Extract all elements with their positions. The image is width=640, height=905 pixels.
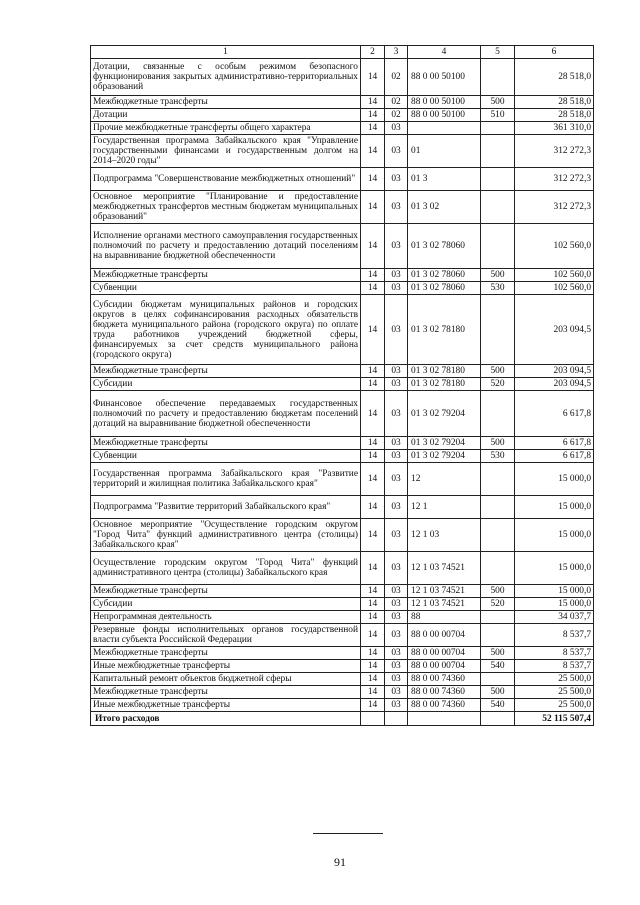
- row-name: Субвенции: [91, 282, 361, 295]
- total-empty-cell: [481, 712, 515, 726]
- row-subsection: 03: [385, 463, 408, 496]
- table-row: [91, 269, 594, 282]
- row-amount: 34 037,7: [515, 611, 594, 624]
- row-target-code: 01 3 02 78060: [408, 269, 481, 282]
- row-subsection: 03: [385, 168, 408, 191]
- table-row: [91, 611, 594, 624]
- table-row: [91, 450, 594, 463]
- footer-divider: [313, 833, 383, 834]
- row-target-code: 01 3 02: [408, 191, 481, 224]
- header-cell: 2: [361, 46, 385, 59]
- row-section: 14: [361, 647, 385, 660]
- row-name: Иные межбюджетные трансферты: [91, 660, 361, 673]
- table-row: [91, 647, 594, 660]
- row-expense-type: [481, 552, 515, 585]
- row-subsection: 03: [385, 224, 408, 269]
- total-label: Итого расходов: [91, 712, 361, 726]
- table-row: [91, 109, 594, 122]
- row-amount: 102 560,0: [515, 282, 594, 295]
- table-row: [91, 686, 594, 699]
- row-subsection: 02: [385, 59, 408, 96]
- row-section: 14: [361, 295, 385, 365]
- row-target-code: 88 0 00 50100: [408, 59, 481, 96]
- row-subsection: 02: [385, 109, 408, 122]
- row-subsection: 03: [385, 365, 408, 378]
- row-amount: 312 272,3: [515, 191, 594, 224]
- row-section: 14: [361, 673, 385, 686]
- row-target-code: 88 0 00 00704: [408, 660, 481, 673]
- row-amount: 6 617,8: [515, 450, 594, 463]
- table-row: [91, 673, 594, 686]
- row-target-code: 88 0 00 50100: [408, 109, 481, 122]
- row-name: Субсидии бюджетам муниципальных районов и городских округов в целях софинансирования расходных обязательств бюджета муниципального района (городского округа) по оплате труда работников учреждений бюджетной сферы, финансируемых за счет средств муниципального района (городского округа): [91, 295, 361, 365]
- row-section: 14: [361, 135, 385, 168]
- row-name: Иные межбюджетные трансферты: [91, 699, 361, 712]
- row-subsection: 03: [385, 552, 408, 585]
- row-expense-type: 500: [481, 365, 515, 378]
- total-empty-cell: [408, 712, 481, 726]
- row-name: Субсидии: [91, 598, 361, 611]
- table-row: [91, 96, 594, 109]
- row-expense-type: [481, 611, 515, 624]
- row-subsection: 03: [385, 647, 408, 660]
- row-subsection: 02: [385, 96, 408, 109]
- table-row: [91, 135, 594, 168]
- table-row: [91, 552, 594, 585]
- table-row: [91, 437, 594, 450]
- row-target-code: 12 1 03 74521: [408, 585, 481, 598]
- row-name: Межбюджетные трансферты: [91, 365, 361, 378]
- table-body: [91, 46, 594, 726]
- row-amount: 25 500,0: [515, 699, 594, 712]
- row-name: Резервные фонды исполнительных органов государственной власти субъекта Российской Федерации: [91, 624, 361, 647]
- row-section: 14: [361, 624, 385, 647]
- row-name: Межбюджетные трансферты: [91, 686, 361, 699]
- row-subsection: 03: [385, 122, 408, 135]
- row-expense-type: 520: [481, 598, 515, 611]
- row-section: 14: [361, 168, 385, 191]
- row-target-code: 01 3: [408, 168, 481, 191]
- row-subsection: 03: [385, 282, 408, 295]
- row-amount: 15 000,0: [515, 598, 594, 611]
- table-row: [91, 519, 594, 552]
- row-target-code: 12 1 03: [408, 519, 481, 552]
- row-name: Субвенции: [91, 450, 361, 463]
- row-target-code: [408, 122, 481, 135]
- row-expense-type: [481, 122, 515, 135]
- table-row: [91, 224, 594, 269]
- row-section: 14: [361, 496, 385, 519]
- row-expense-type: [481, 496, 515, 519]
- row-section: 14: [361, 59, 385, 96]
- table-row: [91, 191, 594, 224]
- row-section: 14: [361, 269, 385, 282]
- header-cell: 5: [481, 46, 515, 59]
- table-row: [91, 282, 594, 295]
- row-expense-type: [481, 463, 515, 496]
- row-subsection: 03: [385, 624, 408, 647]
- row-expense-type: 530: [481, 282, 515, 295]
- row-amount: 203 094,5: [515, 378, 594, 391]
- row-expense-type: 520: [481, 378, 515, 391]
- row-section: 14: [361, 598, 385, 611]
- row-amount: 312 272,3: [515, 135, 594, 168]
- row-expense-type: 530: [481, 450, 515, 463]
- row-subsection: 03: [385, 585, 408, 598]
- row-expense-type: 540: [481, 699, 515, 712]
- row-section: 14: [361, 463, 385, 496]
- row-name: Государственная программа Забайкальского края "Управление государственными финансами и государственным долгом на 2014–2020 годы": [91, 135, 361, 168]
- row-expense-type: [481, 519, 515, 552]
- row-name: Подпрограмма "Совершенствование межбюджетных отношений": [91, 168, 361, 191]
- row-subsection: 03: [385, 269, 408, 282]
- row-subsection: 03: [385, 496, 408, 519]
- table-row: [91, 699, 594, 712]
- row-section: 14: [361, 96, 385, 109]
- row-amount: 102 560,0: [515, 224, 594, 269]
- row-target-code: 01: [408, 135, 481, 168]
- row-expense-type: [481, 295, 515, 365]
- row-amount: 28 518,0: [515, 59, 594, 96]
- table-row: [91, 585, 594, 598]
- row-name: Межбюджетные трансферты: [91, 647, 361, 660]
- row-name: Государственная программа Забайкальского края "Развитие территорий и жилищная политика Забайкальского края": [91, 463, 361, 496]
- row-target-code: 01 3 02 78180: [408, 365, 481, 378]
- row-target-code: 88 0 00 50100: [408, 96, 481, 109]
- row-amount: 6 617,8: [515, 437, 594, 450]
- row-amount: 203 094,5: [515, 295, 594, 365]
- row-target-code: 01 3 02 78180: [408, 378, 481, 391]
- row-subsection: 03: [385, 437, 408, 450]
- row-subsection: 03: [385, 673, 408, 686]
- row-subsection: 03: [385, 378, 408, 391]
- row-expense-type: [481, 391, 515, 437]
- row-amount: 8 537,7: [515, 660, 594, 673]
- table-row: [91, 391, 594, 437]
- row-name: Основное мероприятие "Осуществление городским округом "Город Чита" функций административного центра (столицы) Забайкальского края": [91, 519, 361, 552]
- row-amount: 28 518,0: [515, 109, 594, 122]
- row-subsection: 03: [385, 686, 408, 699]
- row-target-code: 01 3 02 78060: [408, 282, 481, 295]
- row-expense-type: [481, 224, 515, 269]
- header-cell: 4: [408, 46, 481, 59]
- row-name: Межбюджетные трансферты: [91, 96, 361, 109]
- row-expense-type: [481, 673, 515, 686]
- row-subsection: 03: [385, 295, 408, 365]
- row-target-code: 01 3 02 79204: [408, 391, 481, 437]
- table-row: [91, 660, 594, 673]
- row-section: 14: [361, 519, 385, 552]
- row-section: 14: [361, 660, 385, 673]
- row-name: Подпрограмма "Развитие территорий Забайкальского края": [91, 496, 361, 519]
- total-amount: 52 115 507,4: [515, 712, 594, 726]
- row-name: Осуществление городским округом "Город Чита" функций административного центра (столицы) Забайкальского края: [91, 552, 361, 585]
- row-subsection: 03: [385, 191, 408, 224]
- row-amount: 312 272,3: [515, 168, 594, 191]
- row-section: 14: [361, 378, 385, 391]
- table-row: [91, 122, 594, 135]
- row-target-code: 12 1 03 74521: [408, 598, 481, 611]
- header-cell: 6: [515, 46, 594, 59]
- row-amount: 203 094,5: [515, 365, 594, 378]
- table-row: [91, 463, 594, 496]
- row-target-code: 88 0 00 74360: [408, 699, 481, 712]
- row-expense-type: 500: [481, 686, 515, 699]
- row-amount: 6 617,8: [515, 391, 594, 437]
- row-section: 14: [361, 699, 385, 712]
- table-row: [91, 378, 594, 391]
- row-section: 14: [361, 437, 385, 450]
- row-target-code: 01 3 02 78180: [408, 295, 481, 365]
- table-row: [91, 598, 594, 611]
- row-expense-type: [481, 135, 515, 168]
- table-row: [91, 168, 594, 191]
- row-target-code: 88: [408, 611, 481, 624]
- row-expense-type: 500: [481, 647, 515, 660]
- row-expense-type: [481, 624, 515, 647]
- row-expense-type: 500: [481, 96, 515, 109]
- row-subsection: 03: [385, 450, 408, 463]
- row-target-code: 88 0 00 00704: [408, 624, 481, 647]
- total-row: [91, 712, 594, 726]
- row-section: 14: [361, 686, 385, 699]
- header-cell: 1: [91, 46, 361, 59]
- row-subsection: 03: [385, 598, 408, 611]
- row-name: Капитальный ремонт объектов бюджетной сферы: [91, 673, 361, 686]
- row-expense-type: 500: [481, 585, 515, 598]
- row-target-code: 12 1 03 74521: [408, 552, 481, 585]
- row-expense-type: [481, 191, 515, 224]
- row-section: 14: [361, 611, 385, 624]
- row-amount: 28 518,0: [515, 96, 594, 109]
- row-section: 14: [361, 391, 385, 437]
- row-name: Основное мероприятие "Планирование и предоставление межбюджетных трансфертов местным бюджетам муниципальных образований": [91, 191, 361, 224]
- row-target-code: 12: [408, 463, 481, 496]
- row-amount: 15 000,0: [515, 585, 594, 598]
- row-section: 14: [361, 552, 385, 585]
- row-expense-type: 510: [481, 109, 515, 122]
- row-target-code: 12 1: [408, 496, 481, 519]
- row-amount: 15 000,0: [515, 463, 594, 496]
- row-name: Финансовое обеспечение передаваемых государственных полномочий по расчету и предоставлению бюджетам поселений дотаций на выравнивание бюджетной обеспеченности: [91, 391, 361, 437]
- row-section: 14: [361, 109, 385, 122]
- row-amount: 15 000,0: [515, 519, 594, 552]
- row-name: Исполнение органами местного самоуправления государственных полномочий по расчету и предоставлению дотаций поселениям на выравнивание бюджетной обеспеченности: [91, 224, 361, 269]
- row-section: 14: [361, 224, 385, 269]
- row-target-code: 01 3 02 78060: [408, 224, 481, 269]
- row-section: 14: [361, 122, 385, 135]
- row-name: Межбюджетные трансферты: [91, 269, 361, 282]
- row-amount: 25 500,0: [515, 686, 594, 699]
- row-expense-type: [481, 168, 515, 191]
- header-cell: 3: [385, 46, 408, 59]
- row-expense-type: 540: [481, 660, 515, 673]
- row-amount: 15 000,0: [515, 552, 594, 585]
- table-row: [91, 496, 594, 519]
- row-amount: 8 537,7: [515, 624, 594, 647]
- row-expense-type: [481, 59, 515, 96]
- row-name: Межбюджетные трансферты: [91, 437, 361, 450]
- row-name: Прочие межбюджетные трансферты общего характера: [91, 122, 361, 135]
- row-amount: 361 310,0: [515, 122, 594, 135]
- table-row: [91, 365, 594, 378]
- row-section: 14: [361, 282, 385, 295]
- row-name: Дотации: [91, 109, 361, 122]
- table-header-row: [91, 46, 594, 59]
- row-expense-type: 500: [481, 437, 515, 450]
- row-section: 14: [361, 450, 385, 463]
- table-row: [91, 295, 594, 365]
- row-name: Субсидии: [91, 378, 361, 391]
- row-target-code: 88 0 00 74360: [408, 673, 481, 686]
- row-subsection: 03: [385, 391, 408, 437]
- row-subsection: 03: [385, 135, 408, 168]
- row-subsection: 03: [385, 699, 408, 712]
- table-row: [91, 624, 594, 647]
- row-amount: 15 000,0: [515, 496, 594, 519]
- budget-table: [90, 45, 594, 726]
- row-name: Дотации, связанные с особым режимом безопасного функционирования закрытых административно-территориальных образований: [91, 59, 361, 96]
- row-target-code: 88 0 00 00704: [408, 647, 481, 660]
- total-empty-cell: [385, 712, 408, 726]
- row-section: 14: [361, 585, 385, 598]
- row-subsection: 03: [385, 611, 408, 624]
- row-target-code: 01 3 02 79204: [408, 437, 481, 450]
- row-subsection: 03: [385, 660, 408, 673]
- row-name: Непрограммная деятельность: [91, 611, 361, 624]
- row-amount: 8 537,7: [515, 647, 594, 660]
- table-row: [91, 59, 594, 96]
- row-section: 14: [361, 365, 385, 378]
- row-target-code: 88 0 00 74360: [408, 686, 481, 699]
- row-name: Межбюджетные трансферты: [91, 585, 361, 598]
- row-amount: 102 560,0: [515, 269, 594, 282]
- row-target-code: 01 3 02 79204: [408, 450, 481, 463]
- total-empty-cell: [361, 712, 385, 726]
- row-expense-type: 500: [481, 269, 515, 282]
- row-section: 14: [361, 191, 385, 224]
- page-number: 91: [334, 855, 346, 869]
- row-subsection: 03: [385, 519, 408, 552]
- row-amount: 25 500,0: [515, 673, 594, 686]
